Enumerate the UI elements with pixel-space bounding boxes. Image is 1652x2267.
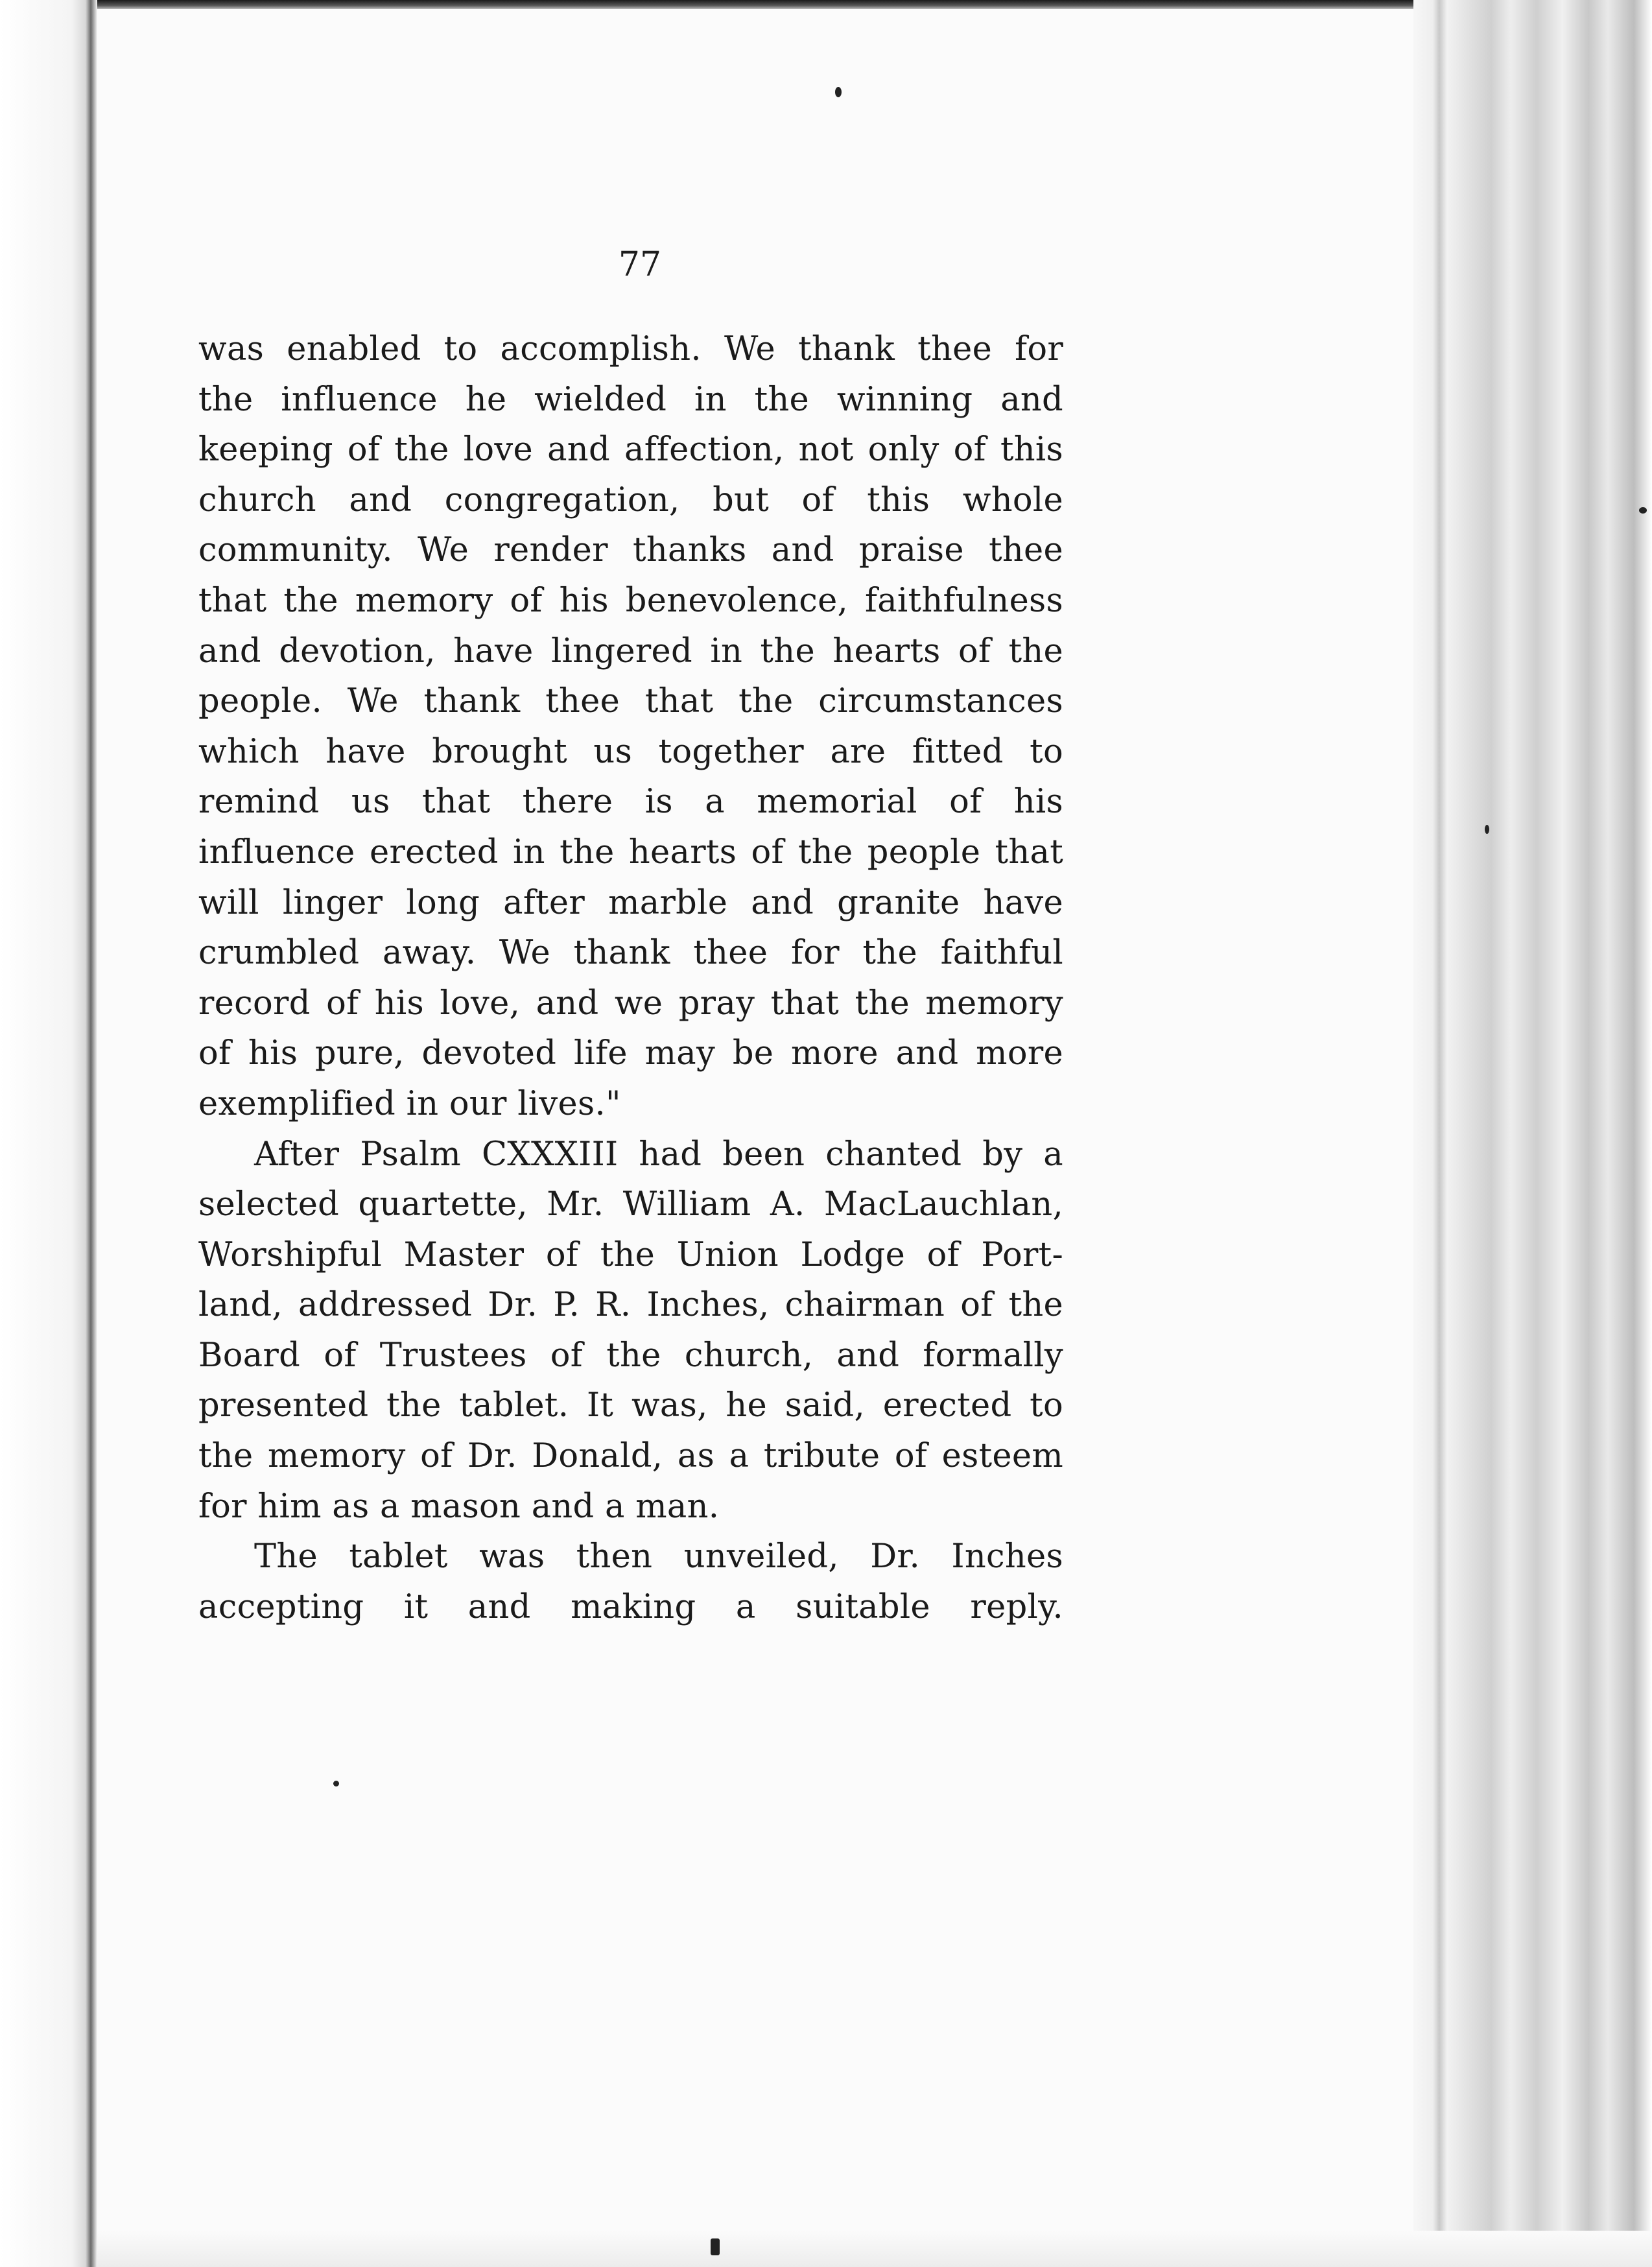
text-line: After Psalm CXXXIII had been chanted by a [254,1135,1063,1174]
text-line: presented the tablet. It was, he said, erected to [198,1386,1063,1425]
text-line: church and congregation, but of this whole [198,481,1063,519]
text-line: which have brought us together are fitted to [198,732,1063,771]
text-line: the memory of Dr. Donald, as a tribute of esteem [198,1437,1063,1476]
text-line: was enabled to accomplish. We thank thee for [198,330,1063,368]
text-line: the influence he wielded in the winning and [198,380,1063,419]
body-text [198,324,1063,1632]
paragraph [198,1130,1063,1532]
text-line: land, addressed Dr. P. R. Inches, chairman of the [198,1286,1063,1325]
text-line: of his pure, devoted life may be more and more [198,1034,1063,1073]
page-gutter-shadow [0,0,97,2267]
scan-top-edge [0,0,1652,9]
ink-speck [1639,507,1647,514]
text-line: The tablet was then unveiled, Dr. Inches [254,1537,1063,1576]
text-line: that the memory of his benevolence, faithfulness [198,581,1063,620]
ink-speck [1485,825,1489,834]
text-line: people. We thank thee that the circumstances [198,682,1063,721]
text-line: keeping of the love and affection, not only of this [198,431,1063,469]
paragraph [198,324,1063,1130]
text-line: will linger long after marble and granite have [198,883,1063,922]
text-line: record of his love, and we pray that the memory [198,984,1063,1023]
ink-speck [835,87,842,97]
text-line: Board of Trustees of the church, and formally [198,1336,1063,1375]
text-line: exemplified in our lives." [198,1084,621,1123]
ink-speck [711,2238,720,2255]
page-right-edge [1413,0,1652,2267]
text-line: for him as a mason and a man. [198,1487,720,1526]
page-number: 77 [618,245,662,284]
text-line: selected quartette, Mr. William A. MacLauchlan, [198,1185,1063,1224]
text-line: accepting it and making a suitable reply. [198,1587,1063,1626]
text-line: community. We render thanks and praise thee [198,531,1063,570]
text-line: influence erected in the hearts of the people that [198,833,1063,872]
text-line: Worshipful Master of the Union Lodge of Port- [198,1235,1063,1274]
paragraph [198,1532,1063,1632]
text-line: crumbled away. We thank thee for the faithful [198,934,1063,973]
text-line: remind us that there is a memorial of his [198,783,1063,822]
text-line: and devotion, have lingered in the hearts of the [198,632,1063,671]
ink-speck [333,1781,339,1786]
page-bottom-edge [97,2231,1652,2267]
